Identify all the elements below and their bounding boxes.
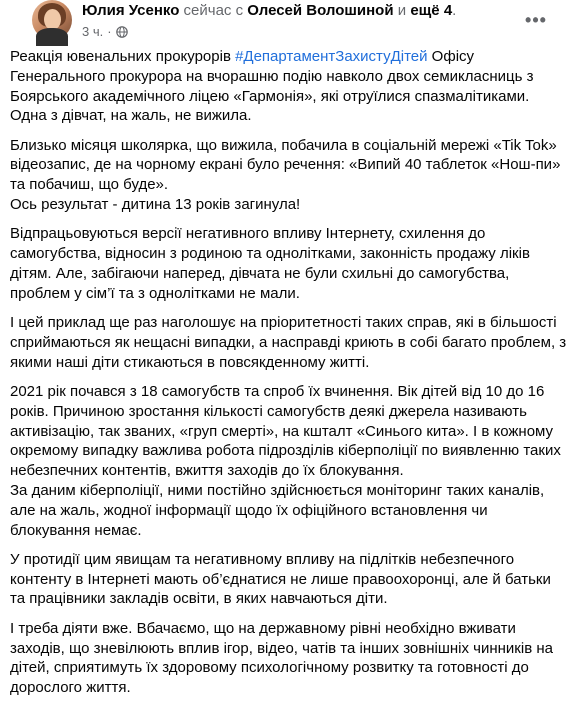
globe-icon[interactable]: [116, 26, 128, 38]
paragraph-7: І треба діяти вже. Вбачаємо, що на державному рівні необхідно вживати заходів, що зневілюють вплив ігор, відео, чатів та інших зовнішніх чинників на дітей, сприятимуть їх здоровому психологічному розвитку та готовності до дорослого життя.: [10, 619, 553, 697]
with-prefix: сейчас с: [183, 2, 244, 19]
hashtag-link[interactable]: #ДепартаментЗахистуДітей: [235, 48, 428, 65]
p1-after: Офісу Генерального прокурора на вчорашню подію навколо двох семикласниць з Боярського академічного ліцею «Гармонія», які отруїлися спазмалітиками. Одна з дівчат, на жаль, не вижила.: [10, 48, 534, 125]
more-options-button[interactable]: [518, 2, 554, 38]
post-meta: [82, 24, 128, 40]
more-options-icon: •••: [525, 10, 547, 30]
p5b-text: За даним кіберполіції, ними постійно здійснюється моніторинг таких каналів, але на жаль, жодної інформації щодо їх офіційного встановлення чи блокування немає.: [10, 481, 545, 539]
tagged-person[interactable]: Олесей Волошиной: [247, 2, 394, 19]
paragraph-1: [10, 47, 568, 126]
tagged-others[interactable]: ещё 4: [410, 2, 453, 19]
paragraph-5: [10, 382, 568, 540]
separator-dot: ·: [107, 24, 112, 39]
post-header: [16, 0, 568, 44]
p2-text: Близько місяця школярка, що вижила, побачила в соціальній мережі «Tik Tok» відеозапис, де на чорному екрані було речення: «Випий 40 таблеток «Нош-пи» та побачиш, що буде».: [10, 136, 561, 194]
paragraph-3: Відпрацьовуються версії негативного впливу Інтернету, схилення до самогубства, відносин з родиною та однолітками, законність продажу ліків дітям. Але, забігаючи наперед, дівчата не були схильні до самогубства, проблем у сім’ї та з однолітками не мали.: [10, 225, 530, 302]
post-text: [10, 47, 568, 707]
author-line: [82, 2, 456, 20]
paragraph-6: У протидії цим явищам та негативному впливу на підлітків небезпечного контенту в Інтернеті мають об’єднатися не лише правоохоронці, але й батьки та працівники закладів освіти, в яких навчаються діти.: [10, 550, 551, 608]
p5-text: 2021 рік почався з 18 самогубств та спроб їх вчинення. Вік дітей від 10 до 16 років. Причиною зростання кількості самогубств деякі джерела називають активізацію, так званих, «груп смерті», на кшталт «Синього кита». І в кожному окремому випадку важлива робота підрозділів кіберполіції по виявленню таких небезпечних контентів, вжиття заходів до їх блокування.: [10, 382, 561, 480]
author-name[interactable]: Юлия Усенко: [82, 2, 180, 19]
paragraph-2: [10, 136, 568, 215]
p2b-text: Ось результат - дитина 13 років загинула!: [10, 196, 301, 214]
period: .: [452, 2, 457, 19]
author-avatar[interactable]: [32, 0, 72, 40]
post-time[interactable]: 3 ч.: [82, 24, 104, 39]
p1-before: Реакція ювенальних прокурорів: [10, 48, 236, 65]
paragraph-4: І цей приклад ще раз наголошує на пріоритетності таких справ, які в більшості сприймаються як нещасні випадки, а насправді криють в собі багато проблем, з якими наші діти стикаються в повсякденному житті.: [10, 314, 567, 371]
and-word: и: [397, 2, 407, 19]
